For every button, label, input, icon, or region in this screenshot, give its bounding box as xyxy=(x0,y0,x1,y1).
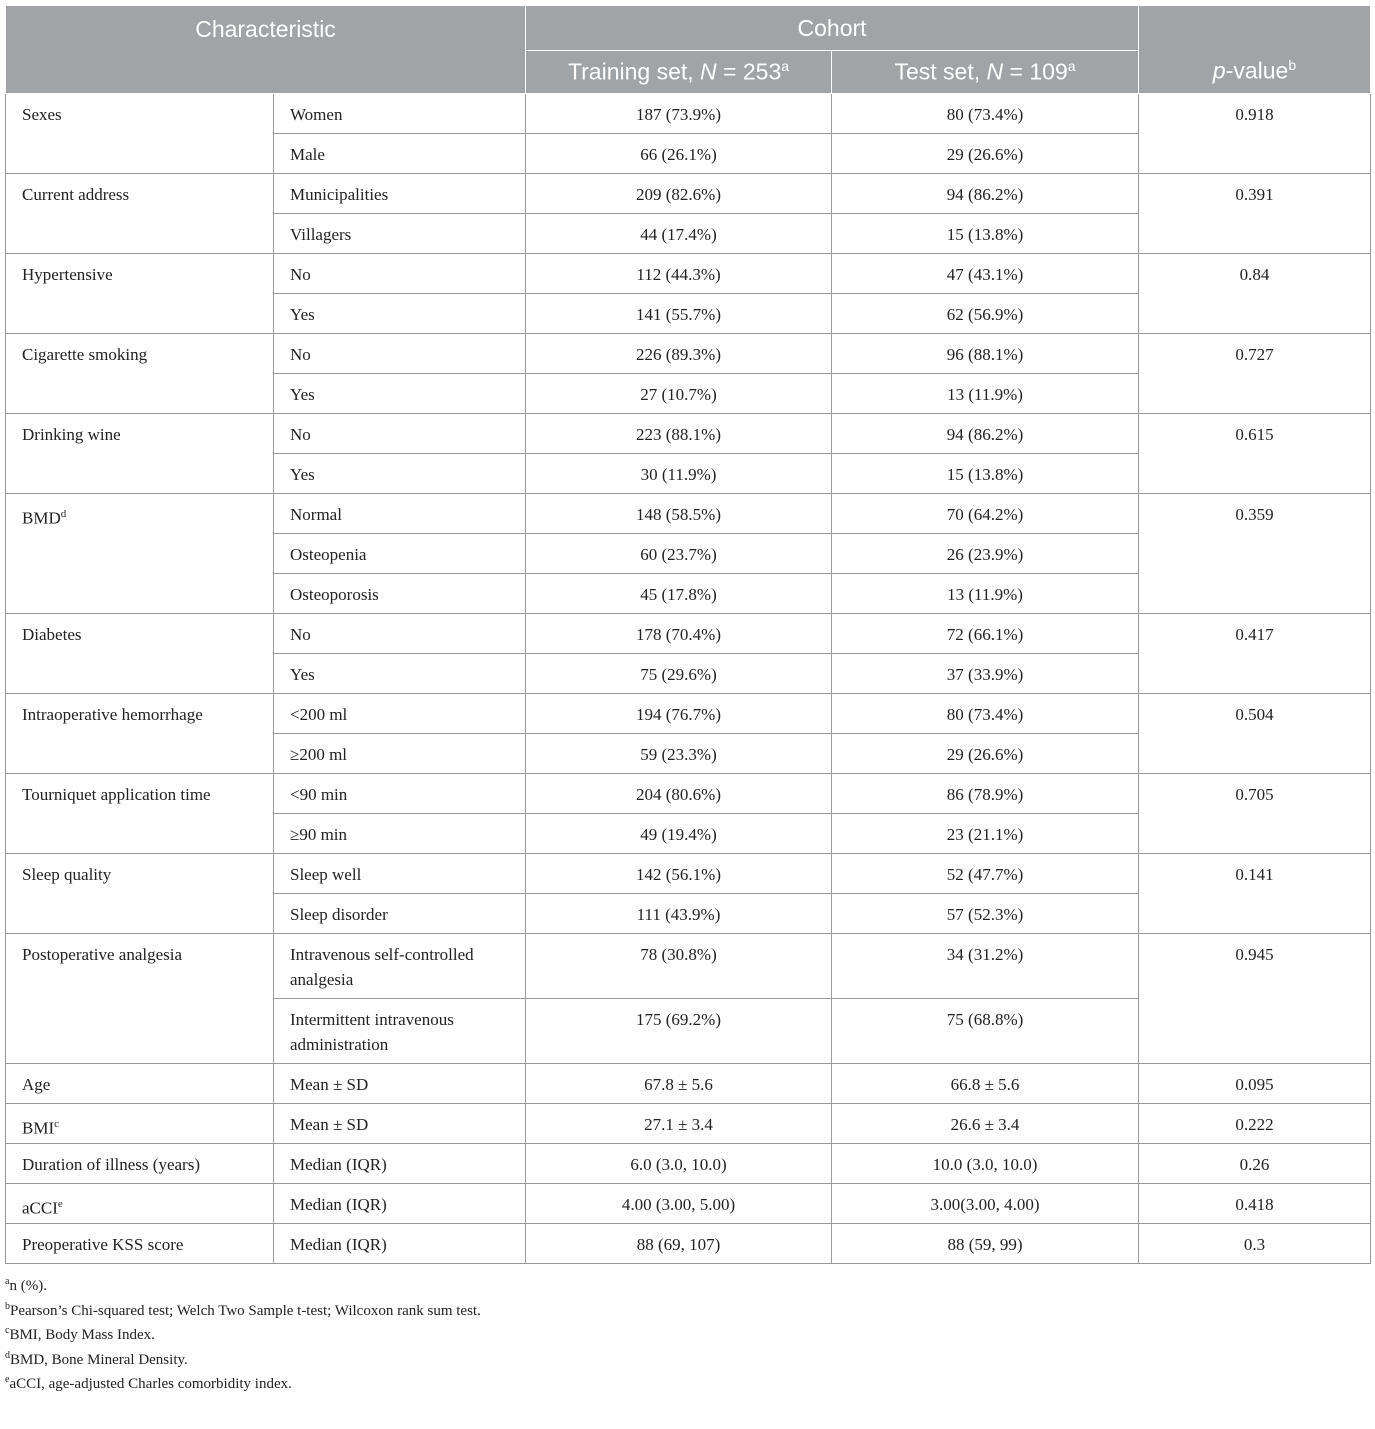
footnote-text: aCCI, age-adjusted Charles comorbidity index. xyxy=(9,1376,292,1392)
test-cell: 37 (33.9%) xyxy=(832,654,1139,694)
test-cell: 96 (88.1%) xyxy=(832,334,1139,374)
characteristic-label: Duration of illness (years) xyxy=(22,1155,200,1174)
level-cell: No xyxy=(274,614,526,654)
pvalue-cell: 0.141 xyxy=(1139,854,1371,934)
training-cell: 75 (29.6%) xyxy=(526,654,832,694)
footnote-mark: d xyxy=(5,1349,10,1361)
pvalue-cell: 0.945 xyxy=(1139,934,1371,1064)
characteristic-cell xyxy=(6,174,274,254)
table-body xyxy=(6,94,1371,1264)
test-cell: 47 (43.1%) xyxy=(832,254,1139,294)
footnote-text: Pearson’s Chi-squared test; Welch Two Sample t-test; Wilcoxon rank sum test. xyxy=(10,1302,481,1319)
training-cell: 175 (69.2%) xyxy=(526,999,832,1064)
training-cell: 67.8 ± 5.6 xyxy=(526,1064,832,1104)
characteristic-cell xyxy=(6,494,274,614)
level-cell: Mean ± SD xyxy=(274,1104,526,1144)
characteristic-label: Sexes xyxy=(22,105,62,124)
footnote-text: BMI, Body Mass Index. xyxy=(9,1327,155,1343)
level-cell: Intermittent intravenous administration xyxy=(274,999,526,1064)
level-cell: Intravenous self-controlled analgesia xyxy=(274,934,526,999)
training-cell: 59 (23.3%) xyxy=(526,734,832,774)
level-cell: Osteopenia xyxy=(274,534,526,574)
training-cell: 226 (89.3%) xyxy=(526,334,832,374)
pvalue-cell: 0.727 xyxy=(1139,334,1371,414)
test-cell: 75 (68.8%) xyxy=(832,999,1139,1064)
characteristic-header: Characteristic xyxy=(6,6,526,94)
test-n-symbol: N xyxy=(986,58,1004,85)
training-cell: 141 (55.7%) xyxy=(526,294,832,334)
characteristic-cell xyxy=(6,334,274,414)
pvalue-cell: 0.84 xyxy=(1139,254,1371,334)
test-cell: 88 (59, 99) xyxy=(832,1224,1139,1264)
test-cell: 23 (21.1%) xyxy=(832,814,1139,854)
characteristic-label: Age xyxy=(22,1075,51,1094)
test-cell: 13 (11.9%) xyxy=(832,574,1139,614)
table-header xyxy=(6,6,1371,94)
table-row xyxy=(6,1104,1371,1144)
training-cell: 60 (23.7%) xyxy=(526,534,832,574)
characteristic-label: Diabetes xyxy=(22,625,82,644)
pvalue-cell: 0.391 xyxy=(1139,174,1371,254)
training-cell: 45 (17.8%) xyxy=(526,574,832,614)
footnote-mark: a xyxy=(5,1276,10,1287)
table-row xyxy=(6,494,1371,534)
training-n-value: = 253 xyxy=(716,58,782,85)
training-cell: 148 (58.5%) xyxy=(526,494,832,534)
pvalue-sup: b xyxy=(1288,57,1297,74)
level-cell: Yes xyxy=(274,294,526,334)
level-cell: Women xyxy=(274,94,526,134)
table-container xyxy=(5,5,1370,1393)
training-cell: 142 (56.1%) xyxy=(526,854,832,894)
level-cell: Median (IQR) xyxy=(274,1144,526,1184)
training-cell: 223 (88.1%) xyxy=(526,414,832,454)
level-cell: Mean ± SD xyxy=(274,1064,526,1104)
characteristic-cell xyxy=(6,1064,274,1104)
test-cell: 34 (31.2%) xyxy=(832,934,1139,999)
pvalue-cell: 0.918 xyxy=(1139,94,1371,174)
training-cell: 44 (17.4%) xyxy=(526,214,832,254)
test-cell: 94 (86.2%) xyxy=(832,414,1139,454)
footnote-text: BMD, Bone Mineral Density. xyxy=(10,1351,188,1368)
training-cell: 178 (70.4%) xyxy=(526,614,832,654)
test-cell: 72 (66.1%) xyxy=(832,614,1139,654)
table-row xyxy=(6,94,1371,134)
level-cell: Median (IQR) xyxy=(274,1184,526,1224)
test-cell: 70 (64.2%) xyxy=(832,494,1139,534)
test-cell: 52 (47.7%) xyxy=(832,854,1139,894)
training-set-header xyxy=(526,51,832,94)
level-cell: Osteoporosis xyxy=(274,574,526,614)
test-cell: 86 (78.9%) xyxy=(832,774,1139,814)
characteristic-cell xyxy=(6,774,274,854)
pvalue-cell: 0.504 xyxy=(1139,694,1371,774)
test-cell: 15 (13.8%) xyxy=(832,214,1139,254)
level-cell: Male xyxy=(274,134,526,174)
footnote-mark: b xyxy=(5,1300,10,1312)
pvalue-cell: 0.222 xyxy=(1139,1104,1371,1144)
cohort-header: Cohort xyxy=(526,6,1139,51)
table-row xyxy=(6,694,1371,734)
footnote xyxy=(5,1368,1370,1393)
table-row xyxy=(6,934,1371,999)
level-cell: Sleep well xyxy=(274,854,526,894)
table-row xyxy=(6,414,1371,454)
level-cell: Median (IQR) xyxy=(274,1224,526,1264)
level-cell: Yes xyxy=(274,454,526,494)
characteristic-cell xyxy=(6,1104,274,1144)
footnote xyxy=(5,1295,1370,1320)
pvalue-cell: 0.3 xyxy=(1139,1224,1371,1264)
table-row xyxy=(6,854,1371,894)
table-row xyxy=(6,774,1371,814)
test-sup: a xyxy=(1067,58,1076,75)
table-row xyxy=(6,254,1371,294)
level-cell: No xyxy=(274,254,526,294)
test-cell: 80 (73.4%) xyxy=(832,694,1139,734)
characteristic-cell xyxy=(6,934,274,1064)
training-cell: 187 (73.9%) xyxy=(526,94,832,134)
training-n-symbol: N xyxy=(700,58,717,85)
level-cell: <90 min xyxy=(274,774,526,814)
level-cell: ≥200 ml xyxy=(274,734,526,774)
footnote xyxy=(5,1319,1370,1344)
test-cell: 15 (13.8%) xyxy=(832,454,1139,494)
characteristic-cell xyxy=(6,254,274,334)
training-cell: 30 (11.9%) xyxy=(526,454,832,494)
test-cell: 80 (73.4%) xyxy=(832,94,1139,134)
test-cell: 29 (26.6%) xyxy=(832,134,1139,174)
training-cell: 66 (26.1%) xyxy=(526,134,832,174)
table-row xyxy=(6,174,1371,214)
table-row xyxy=(6,1184,1371,1224)
training-cell: 27 (10.7%) xyxy=(526,374,832,414)
pvalue-cell: 0.615 xyxy=(1139,414,1371,494)
test-cell: 94 (86.2%) xyxy=(832,174,1139,214)
training-sup: a xyxy=(781,58,790,75)
pvalue-cell: 0.705 xyxy=(1139,774,1371,854)
footnote-marker: d xyxy=(60,508,67,520)
test-cell: 57 (52.3%) xyxy=(832,894,1139,934)
footnote-marker: e xyxy=(57,1198,63,1210)
level-cell: ≥90 min xyxy=(274,814,526,854)
characteristic-label: Postoperative analgesia xyxy=(22,945,183,964)
level-cell: Yes xyxy=(274,374,526,414)
pvalue-cell: 0.417 xyxy=(1139,614,1371,694)
level-cell: Yes xyxy=(274,654,526,694)
characteristic-cell xyxy=(6,694,274,774)
characteristic-label: BMI xyxy=(22,1118,55,1138)
characteristic-label: aCCI xyxy=(22,1198,58,1218)
training-cell: 209 (82.6%) xyxy=(526,174,832,214)
table-row xyxy=(6,334,1371,374)
test-set-header xyxy=(832,51,1139,94)
table-row xyxy=(6,1064,1371,1104)
training-cell: 204 (80.6%) xyxy=(526,774,832,814)
level-cell: Municipalities xyxy=(274,174,526,214)
level-cell: Normal xyxy=(274,494,526,534)
footnote-text: n (%). xyxy=(9,1278,47,1294)
level-cell: No xyxy=(274,334,526,374)
characteristic-label: Preoperative KSS score xyxy=(22,1235,184,1254)
pvalue-cell: 0.26 xyxy=(1139,1144,1371,1184)
characteristic-cell xyxy=(6,94,274,174)
characteristic-label: Current address xyxy=(22,185,130,204)
table-row xyxy=(6,1224,1371,1264)
test-cell: 66.8 ± 5.6 xyxy=(832,1064,1139,1104)
training-cell: 27.1 ± 3.4 xyxy=(526,1104,832,1144)
level-cell: Villagers xyxy=(274,214,526,254)
test-cell: 13 (11.9%) xyxy=(832,374,1139,414)
footnote-mark: c xyxy=(5,1325,10,1336)
level-cell: <200 ml xyxy=(274,694,526,734)
test-cell: 26.6 ± 3.4 xyxy=(832,1104,1139,1144)
test-n-value: = 109 xyxy=(1003,58,1068,85)
pvalue-cell: 0.418 xyxy=(1139,1184,1371,1224)
table-row xyxy=(6,614,1371,654)
level-cell: No xyxy=(274,414,526,454)
characteristic-label: Cigarette smoking xyxy=(22,345,148,364)
test-cell: 3.00(3.00, 4.00) xyxy=(832,1184,1139,1224)
level-cell: Sleep disorder xyxy=(274,894,526,934)
footnote xyxy=(5,1344,1370,1369)
characteristic-cell xyxy=(6,1224,274,1264)
test-cell: 62 (56.9%) xyxy=(832,294,1139,334)
footnote xyxy=(5,1270,1370,1295)
characteristic-label: Drinking wine xyxy=(22,425,121,444)
footnote-mark: e xyxy=(5,1374,10,1385)
characteristic-cell xyxy=(6,614,274,694)
test-label: Test set, xyxy=(894,58,987,85)
characteristics-table xyxy=(5,5,1371,1264)
training-label: Training set, xyxy=(567,58,701,85)
pvalue-header xyxy=(1139,6,1371,94)
training-cell: 194 (76.7%) xyxy=(526,694,832,734)
characteristic-cell xyxy=(6,1184,274,1224)
training-cell: 49 (19.4%) xyxy=(526,814,832,854)
footnotes xyxy=(5,1270,1370,1393)
pvalue-p: p xyxy=(1212,58,1226,84)
test-cell: 10.0 (3.0, 10.0) xyxy=(832,1144,1139,1184)
test-cell: 26 (23.9%) xyxy=(832,534,1139,574)
characteristic-cell xyxy=(6,1144,274,1184)
pvalue-rest: -value xyxy=(1225,58,1289,84)
training-cell: 112 (44.3%) xyxy=(526,254,832,294)
characteristic-label: Sleep quality xyxy=(22,865,112,884)
training-cell: 88 (69, 107) xyxy=(526,1224,832,1264)
characteristic-label: Intraoperative hemorrhage xyxy=(22,705,203,724)
table-row xyxy=(6,1144,1371,1184)
test-cell: 29 (26.6%) xyxy=(832,734,1139,774)
footnote-marker: c xyxy=(54,1118,60,1130)
training-cell: 78 (30.8%) xyxy=(526,934,832,999)
characteristic-label: Hypertensive xyxy=(22,265,113,284)
training-cell: 6.0 (3.0, 10.0) xyxy=(526,1144,832,1184)
characteristic-label: BMD xyxy=(22,508,61,528)
characteristic-label: Tourniquet application time xyxy=(22,785,211,804)
training-cell: 4.00 (3.00, 5.00) xyxy=(526,1184,832,1224)
training-cell: 111 (43.9%) xyxy=(526,894,832,934)
pvalue-cell: 0.095 xyxy=(1139,1064,1371,1104)
pvalue-cell: 0.359 xyxy=(1139,494,1371,614)
characteristic-cell xyxy=(6,414,274,494)
characteristic-cell xyxy=(6,854,274,934)
